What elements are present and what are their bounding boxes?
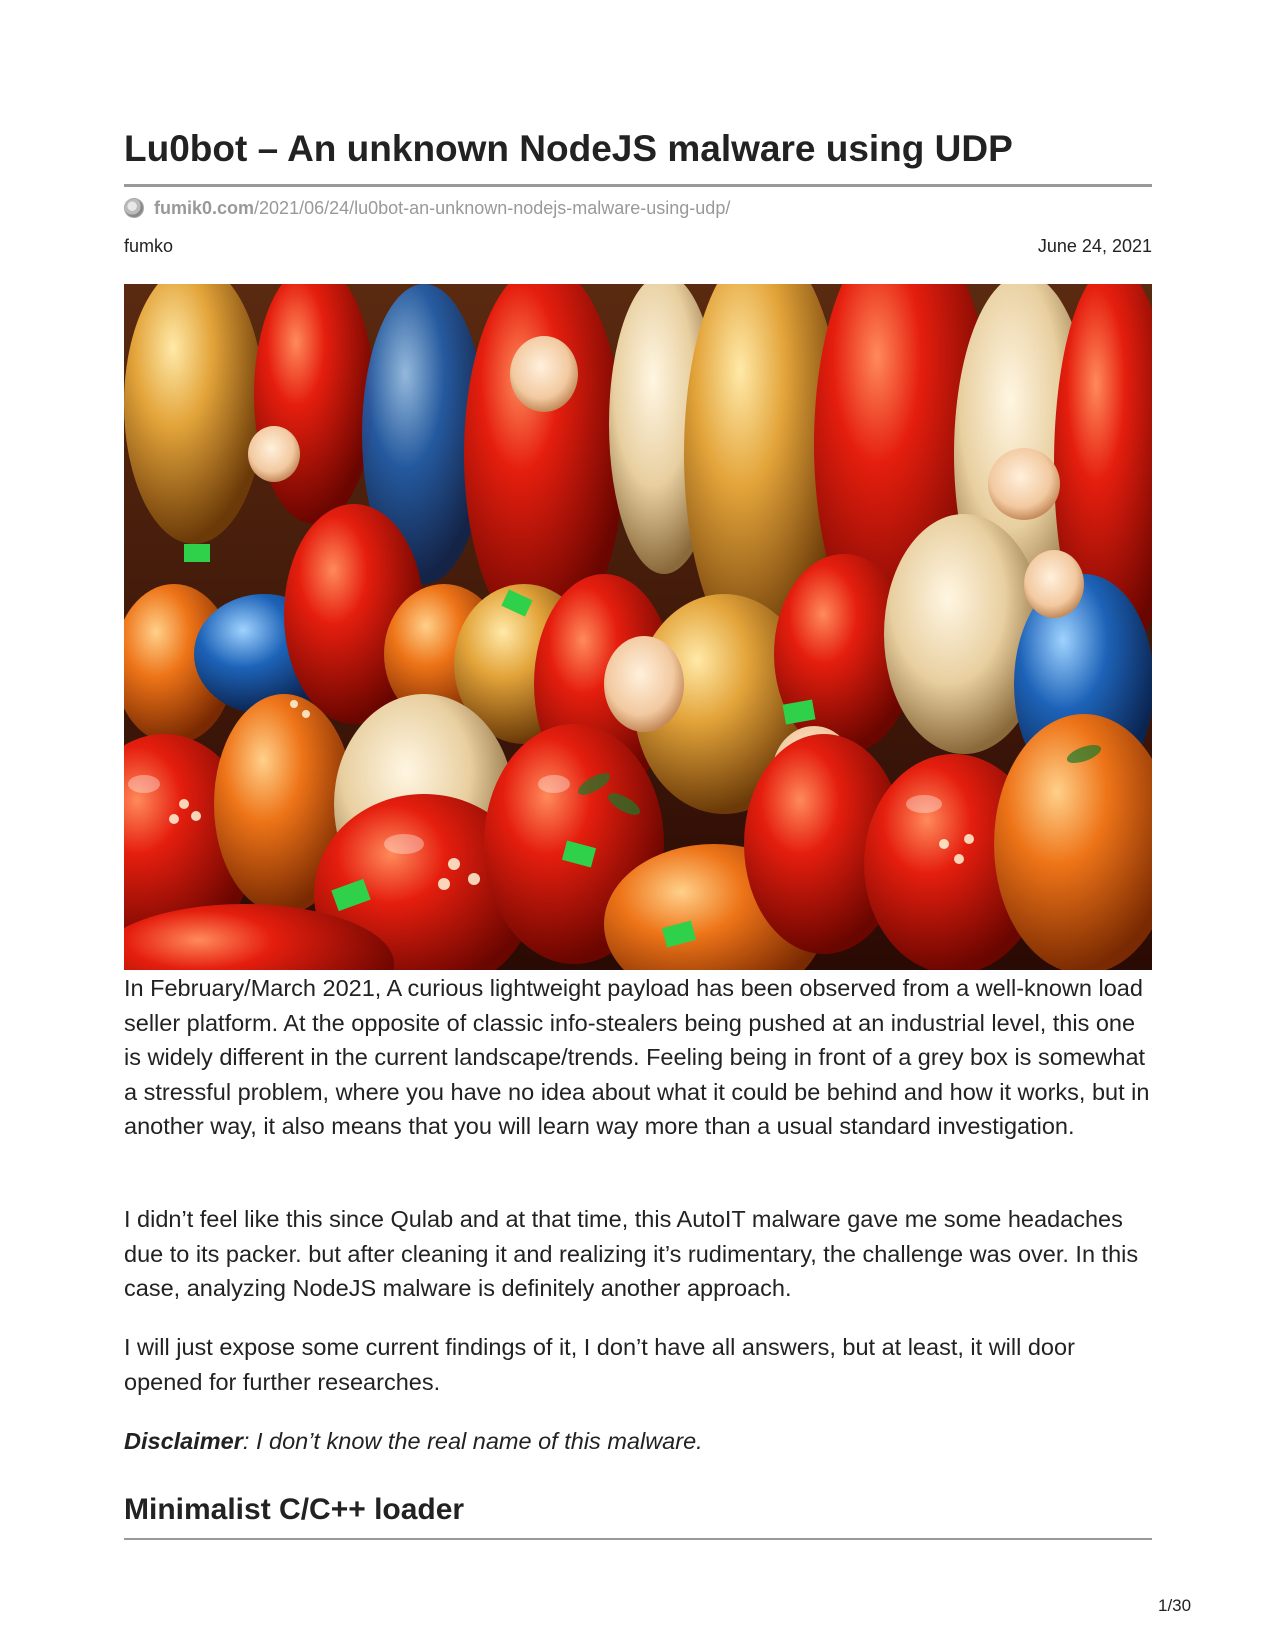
hero-image-art xyxy=(124,284,1152,970)
paragraph-findings: I will just expose some current findings of it, I don’t have all answers, but at least, it will door opened for further researches. xyxy=(124,1334,1075,1395)
source-domain[interactable]: fumik0.com xyxy=(154,197,255,218)
source-link[interactable] xyxy=(124,196,730,220)
disclaimer-label: Disclaimer xyxy=(124,1428,243,1454)
paragraph-qulab: I didn’t feel like this since Qulab and at that time, this AutoIT malware gave me some headaches due to its packer. but after cleaning it and realizing it’s rudimentary, the challenge was over. In this case, analyzing NodeJS malware is definitely another approach. xyxy=(124,1206,1139,1301)
site-favicon-icon xyxy=(124,198,144,218)
article-title: Lu0bot – An unknown NodeJS malware using UDP xyxy=(124,128,1013,169)
article-meta xyxy=(124,236,1152,258)
section-heading: Minimalist C/C++ loader xyxy=(124,1493,465,1526)
disclaimer-text: : I don’t know the real name of this malware. xyxy=(242,1428,703,1454)
publish-date: June 24, 2021 xyxy=(1037,236,1152,256)
page-number: 1/30 xyxy=(1158,1596,1192,1615)
source-path[interactable]: /2021/06/24/lu0bot-an-unknown-nodejs-malware-using-udp/ xyxy=(254,197,731,218)
title-divider xyxy=(124,184,1152,187)
hero-image-matryoshka-dolls xyxy=(124,284,1152,970)
section-divider xyxy=(124,1538,1152,1540)
disclaimer xyxy=(124,1424,1152,1459)
paragraph-intro: In February/March 2021, A curious lightweight payload has been observed from a well-known load seller platform. At the opposite of classic info-stealers being pushed at an industrial level, this one is widely different in the current landscape/trends. Feeling being in front of a grey box is somewhat a stressful problem, where you have no idea about what it could be behind and how it works, but in another way, it also means that you will learn way more than a usual standard investigation. xyxy=(124,975,1150,1139)
author-name: fumko xyxy=(124,236,174,256)
